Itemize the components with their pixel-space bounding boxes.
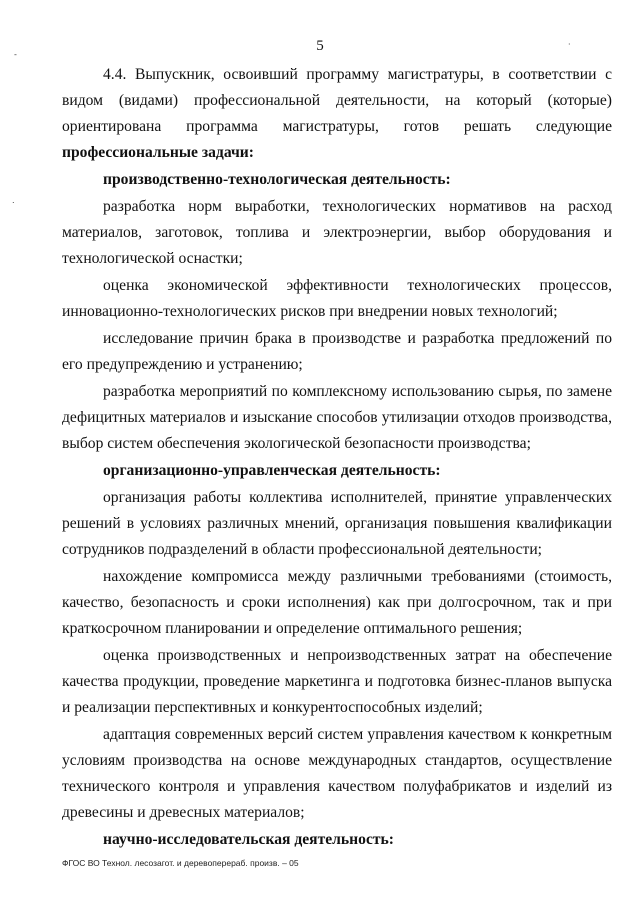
section-heading-research: научно-исследовательская деятельность: (103, 831, 394, 848)
scan-mark: · (568, 40, 571, 49)
intro-colon: : (248, 144, 254, 161)
intro-emphasis: профессиональные задачи (62, 144, 249, 161)
task-item: нахождение компромисса между различными требованиями (стоимость, качество, безопасность и сроки исполнения) как при долгосрочном, так и при краткосрочном планировании и определение оптимального решения; (62, 568, 612, 637)
task-item: разработка мероприятий по комплексному использованию сырья, по замене дефицитных материалов и изыскание способов утилизации отходов производства, выбор систем обеспечения экологической безопасности производства; (62, 383, 612, 452)
task-item: организация работы коллектива исполнителей, принятие управленческих решений в условиях различных мнений, организация повышения квалификации сотрудников подразделений в области профессиональной деятельности; (62, 489, 612, 558)
section-heading-management: организационно-управленческая деятельность: (103, 462, 441, 479)
intro-text: 4.4. Выпускник, освоивший программу магистратуры, в соответствии с видом (видами) профессиональной деятельности, на который (которые) ориентирована программа магистратуры, готов решать следующие (62, 66, 612, 135)
task-item: разработка норм выработки, технологических нормативов на расход материалов, заготовок, топлива и электроэнергии, выбор оборудования и технологической оснастки; (62, 198, 612, 267)
body-text (62, 62, 612, 853)
task-item: исследование причин брака в производстве и разработка предложений по его предупреждению и устранению; (62, 330, 612, 373)
task-item: оценка производственных и непроизводственных затрат на обеспечение качества продукции, проведение маркетинга и подготовка бизнес-планов выпуска и реализации перспективных и конкурентоспособных изделий; (62, 647, 612, 716)
scan-mark: . (12, 196, 15, 205)
page-footer: ФГОС ВО Технол. лесозагот. и деревоперераб. произв. – 05 (62, 858, 299, 868)
intro-paragraph (62, 62, 612, 166)
page-number: 5 (316, 38, 324, 54)
task-item: оценка экономической эффективности технологических процессов, инновационно-технологических рисков при внедрении новых технологий; (62, 277, 612, 320)
section-heading-production: производственно-технологическая деятельность: (103, 171, 451, 188)
task-item: адаптация современных версий систем управления качеством к конкретным условиям производства на основе международных стандартов, осуществление технического контроля и управления качеством полуфабрикатов и изделий из древесины и древесных материалов; (62, 726, 612, 821)
scan-mark: - (14, 50, 17, 59)
